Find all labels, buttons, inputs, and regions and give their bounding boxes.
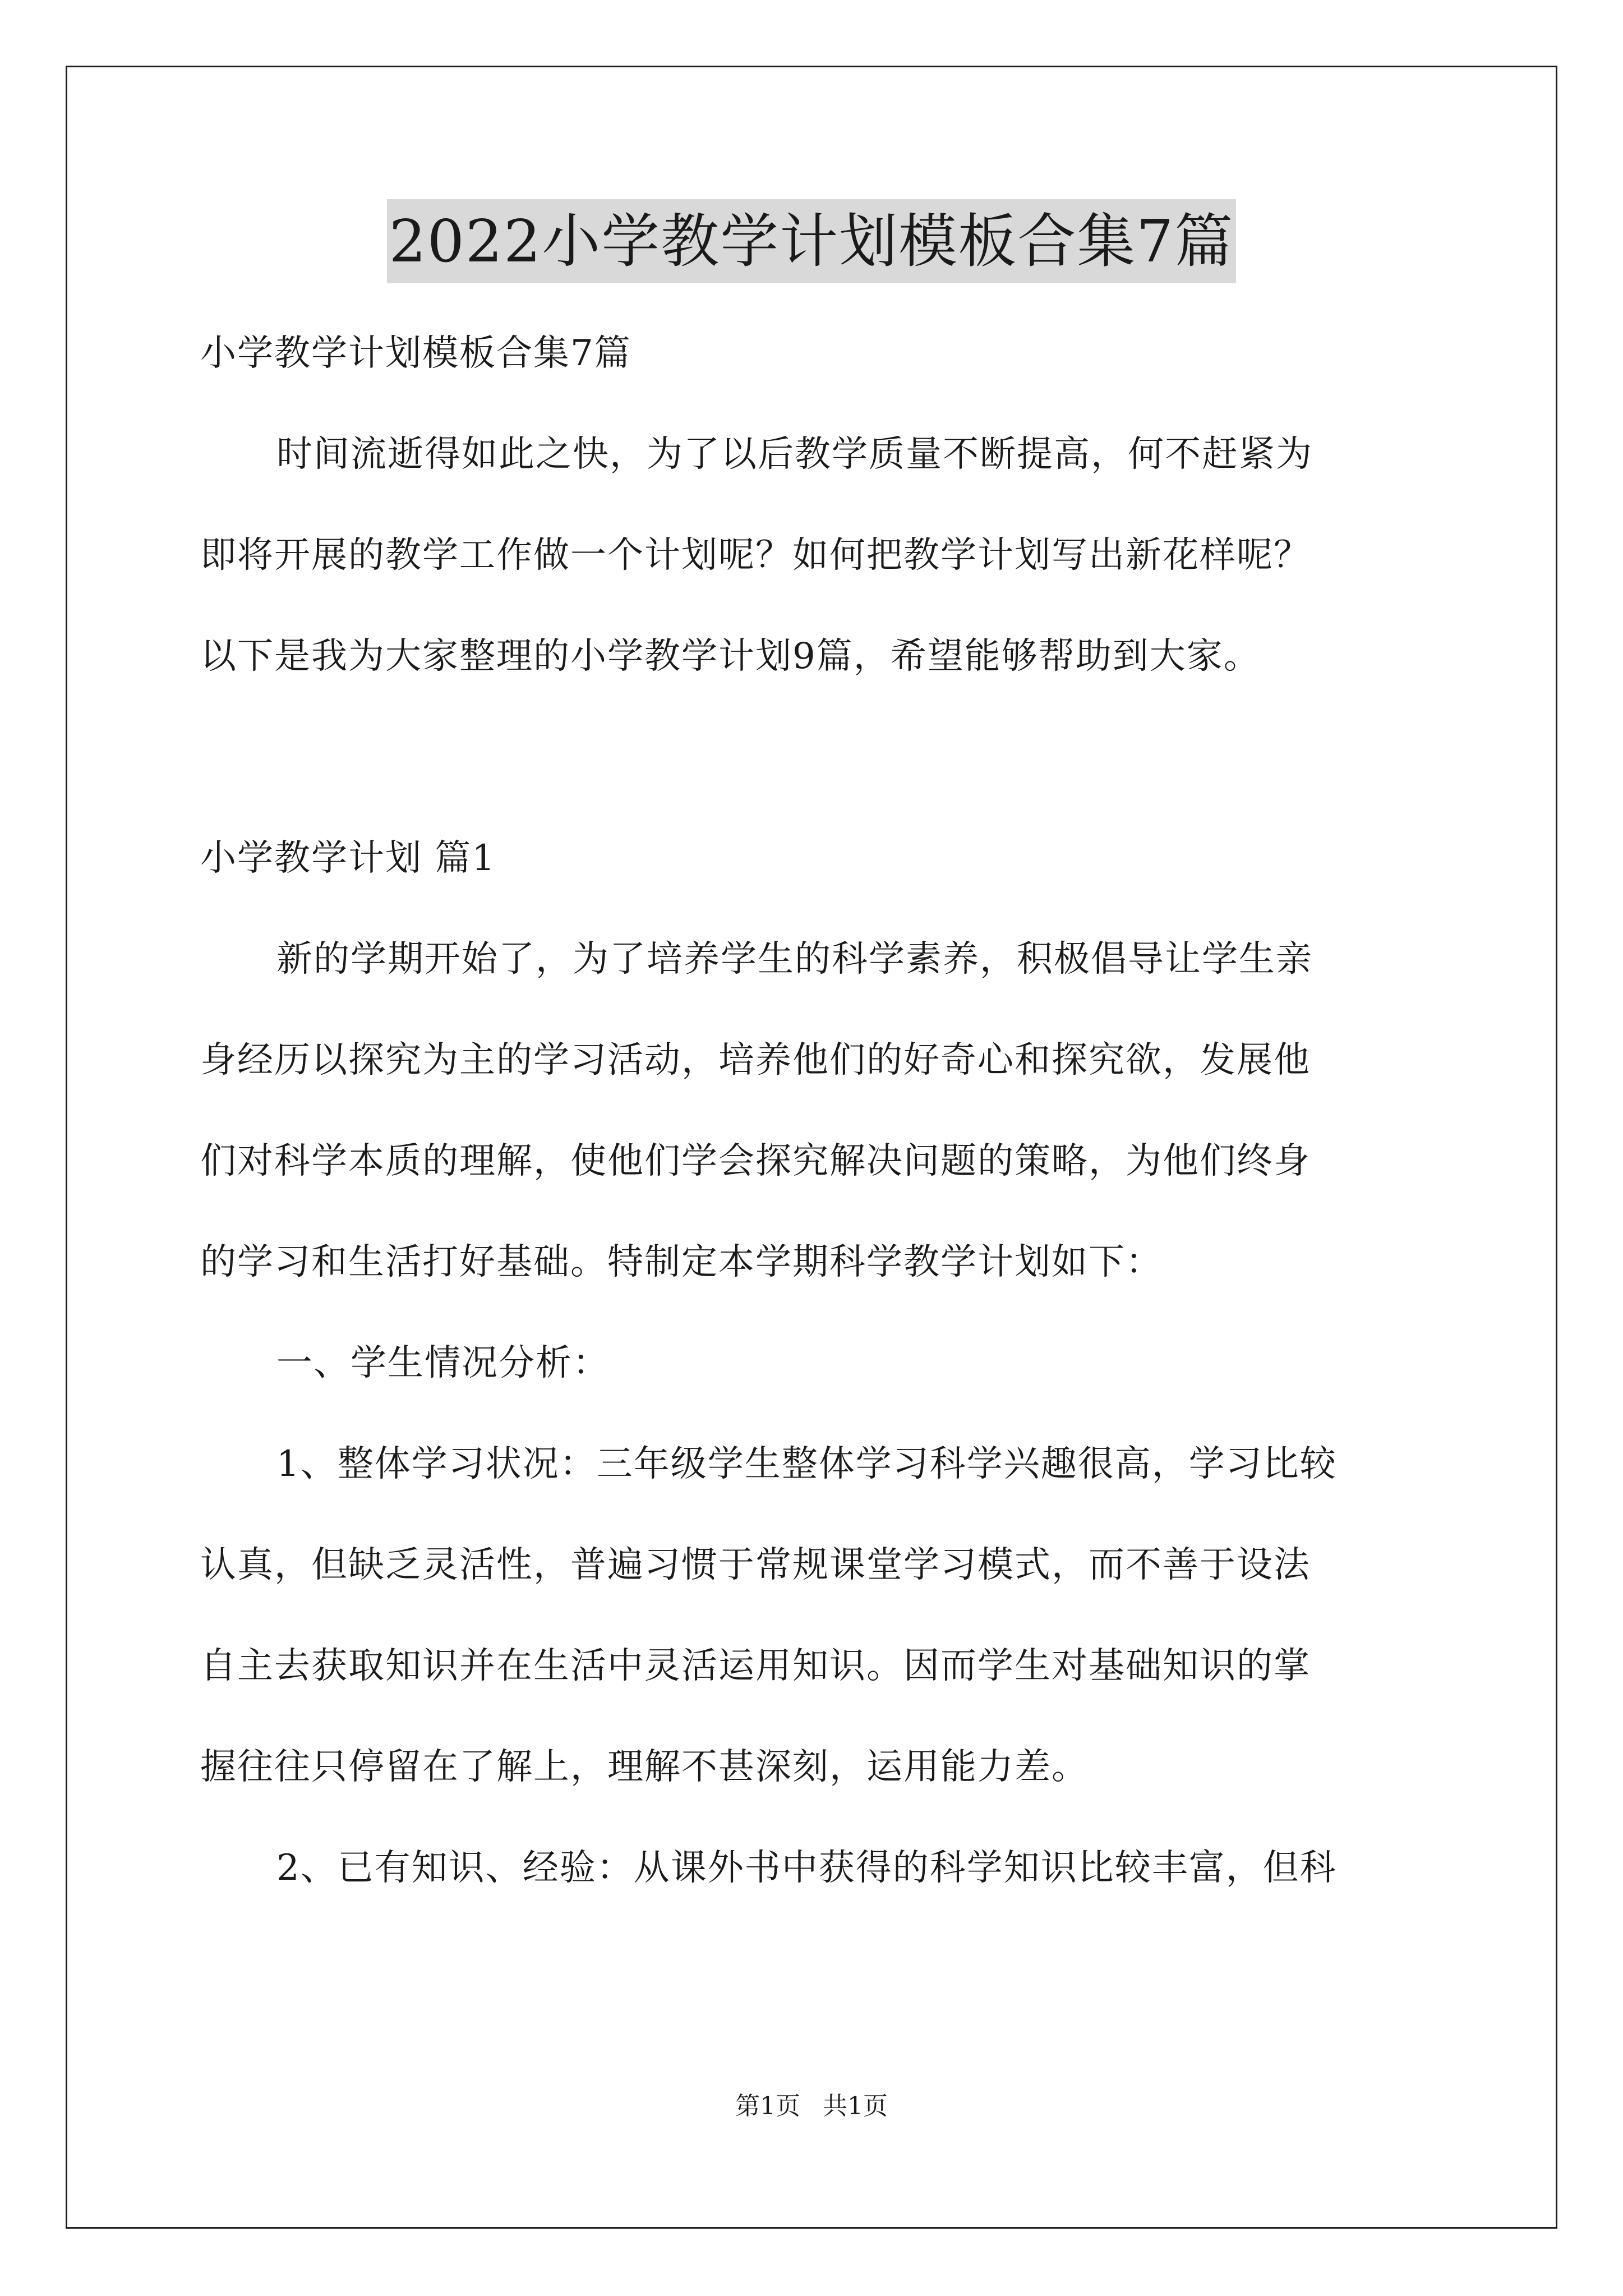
intro-line: 即将开展的教学工作做一个计划呢？如何把教学计划写出新花样呢？ bbox=[200, 535, 1311, 576]
page-footer bbox=[0, 2090, 1623, 2123]
document-title: 2022小学教学计划模板合集7篇 bbox=[387, 199, 1237, 283]
body-line: 2、已有知识、经验：从课外书中获得的科学知识比较丰富，但科 bbox=[276, 1847, 1337, 1889]
page-total: 共1页 bbox=[823, 2092, 888, 2120]
title-container bbox=[0, 199, 1623, 283]
body-line: 的学习和生活打好基础。特制定本学期科学教学计划如下： bbox=[200, 1241, 1163, 1283]
body-line: 自主去获取知识并在生活中灵活运用知识。因而学生对基础知识的掌 bbox=[200, 1645, 1311, 1687]
body-line: 一、学生情况分析： bbox=[276, 1342, 610, 1384]
section-heading: 小学教学计划 篇1 bbox=[200, 838, 496, 879]
body-line: 握往往只停留在了解上，理解不甚深刻，运用能力差。 bbox=[200, 1746, 1089, 1788]
blank-spacer bbox=[200, 707, 1428, 808]
body-line: 新的学期开始了，为了培养学生的科学素养，积极倡导让学生亲 bbox=[276, 938, 1313, 980]
document-subtitle: 小学教学计划模板合集7篇 bbox=[200, 333, 631, 374]
body-line: 们对科学本质的理解，使他们学会探究解决问题的策略，为他们终身 bbox=[200, 1140, 1311, 1182]
document-body bbox=[200, 303, 1428, 1918]
intro-line: 以下是我为大家整理的小学教学计划9篇，希望能够帮助到大家。 bbox=[200, 636, 1261, 677]
body-line: 1、整体学习状况：三年级学生整体学习科学兴趣很高，学习比较 bbox=[276, 1443, 1337, 1485]
page-number: 第1页 bbox=[735, 2092, 800, 2120]
body-line: 认真，但缺乏灵活性，普遍习惯于常规课堂学习模式，而不善于设法 bbox=[200, 1544, 1311, 1586]
intro-line: 时间流逝得如此之快，为了以后教学质量不断提高，何不赶紧为 bbox=[276, 434, 1313, 475]
body-line: 身经历以探究为主的学习活动，培养他们的好奇心和探究欲，发展他 bbox=[200, 1039, 1311, 1081]
